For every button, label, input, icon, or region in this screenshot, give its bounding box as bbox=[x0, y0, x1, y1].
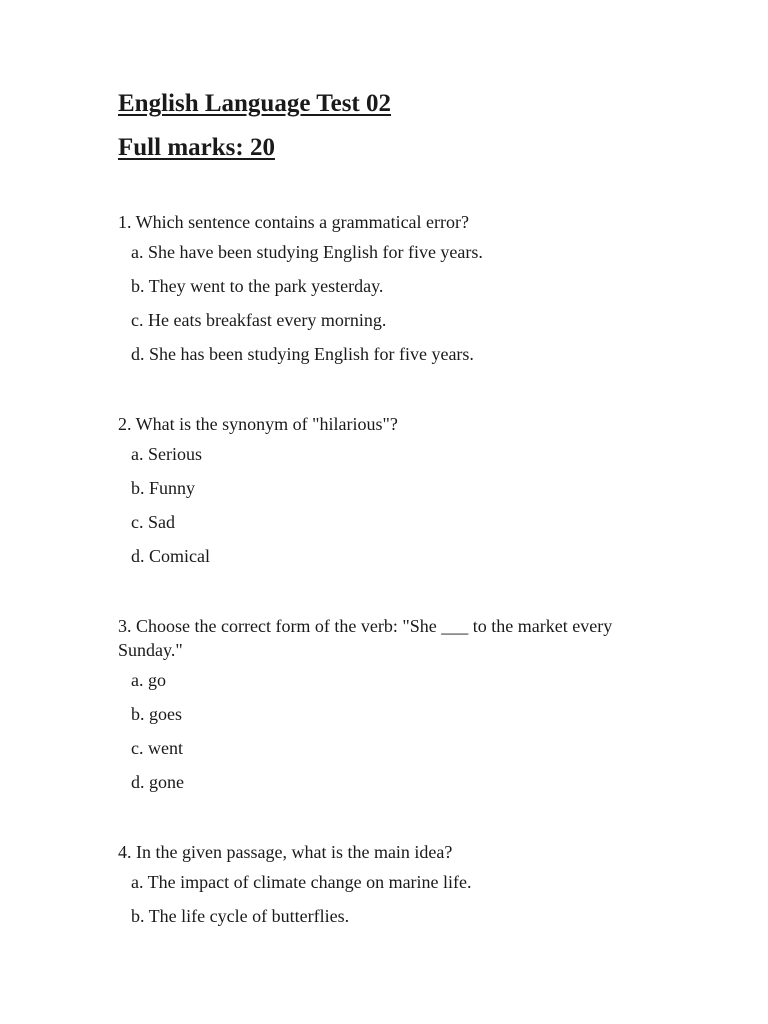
option-b: b. The life cycle of butterflies. bbox=[131, 906, 350, 926]
option-c: c. Sad bbox=[131, 512, 175, 532]
option-a: a. The impact of climate change on marine life. bbox=[131, 872, 472, 892]
option-a: a. Serious bbox=[131, 444, 202, 464]
option-list bbox=[118, 240, 658, 366]
question-text: 1. Which sentence contains a grammatical error? bbox=[118, 212, 470, 232]
question-2 bbox=[118, 412, 658, 568]
question-3 bbox=[118, 614, 658, 794]
question-text: 3. Choose the correct form of the verb: "She ___ to the market every Sunday." bbox=[118, 616, 613, 660]
option-b: b. Funny bbox=[131, 478, 196, 498]
question-1 bbox=[118, 210, 658, 366]
test-document bbox=[118, 86, 658, 928]
option-list bbox=[118, 870, 658, 928]
option-d: d. gone bbox=[131, 772, 184, 792]
option-d: d. Comical bbox=[131, 546, 210, 566]
question-4 bbox=[118, 840, 658, 928]
option-c: c. went bbox=[131, 738, 183, 758]
option-list bbox=[118, 442, 658, 568]
option-d: d. She has been studying English for five years. bbox=[131, 344, 474, 364]
option-b: b. goes bbox=[131, 704, 182, 724]
question-text: 4. In the given passage, what is the main idea? bbox=[118, 842, 453, 862]
option-a: a. go bbox=[131, 670, 166, 690]
full-marks-heading: Full marks: 20 bbox=[118, 134, 275, 161]
option-a: a. She have been studying English for five years. bbox=[131, 242, 483, 262]
question-text: 2. What is the synonym of "hilarious"? bbox=[118, 414, 398, 434]
option-list bbox=[118, 668, 658, 794]
option-b: b. They went to the park yesterday. bbox=[131, 276, 384, 296]
option-c: c. He eats breakfast every morning. bbox=[131, 310, 387, 330]
page-title: English Language Test 02 bbox=[118, 90, 392, 117]
